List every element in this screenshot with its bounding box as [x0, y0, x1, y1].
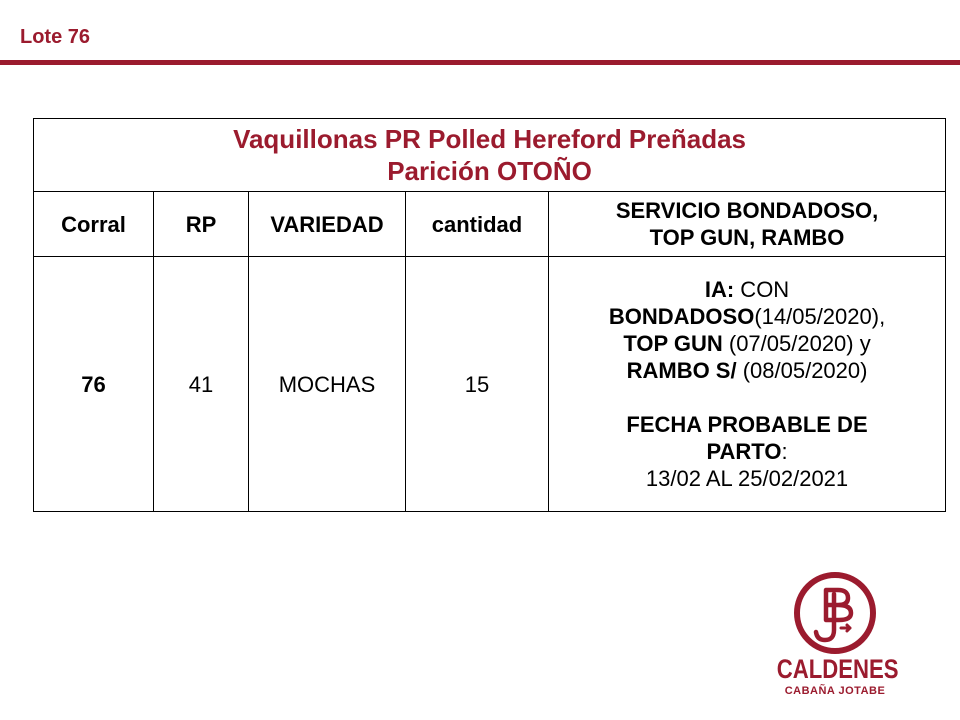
- bull3-date: (08/05/2020): [736, 358, 868, 383]
- lot-table: [33, 118, 946, 512]
- ia-text: CON: [734, 277, 790, 302]
- column-header-variedad: VARIEDAD: [249, 192, 406, 257]
- table-header-row: [34, 192, 946, 257]
- brand-logo: [764, 570, 924, 700]
- header-divider: [0, 60, 960, 65]
- bull1-date: (14/05/2020),: [754, 304, 886, 329]
- bull2-line: [553, 330, 941, 357]
- table-row: [34, 257, 946, 512]
- cell-rp: 41: [154, 257, 249, 512]
- ia-line: [553, 276, 941, 303]
- brand-name: CALDENES: [776, 654, 899, 684]
- fecha-label-line2: [553, 438, 941, 465]
- cell-variedad: MOCHAS: [249, 257, 406, 512]
- column-header-cantidad: cantidad: [406, 192, 549, 257]
- column-header-servicio-line2: TOP GUN, RAMBO: [649, 225, 845, 250]
- cell-servicio: [549, 257, 946, 512]
- cell-corral: 76: [34, 257, 154, 512]
- fecha-label-parto: PARTO: [706, 439, 782, 464]
- column-header-rp: RP: [154, 192, 249, 257]
- bull2-date: (07/05/2020) y: [722, 331, 871, 356]
- jb-monogram-icon: [792, 570, 878, 656]
- bull3-line: [553, 357, 941, 384]
- fecha-colon: :: [781, 439, 788, 464]
- bull2-name: TOP GUN: [623, 331, 723, 356]
- page-title: Lote 76: [20, 26, 91, 48]
- spacer: [553, 384, 941, 411]
- column-header-servicio: [549, 192, 946, 257]
- bull3-name: RAMBO S/: [626, 358, 737, 383]
- table-title-line1: Vaquillonas PR Polled Hereford Preñadas: [233, 124, 746, 154]
- table-title-row: [34, 119, 946, 192]
- bull1-name: BONDADOSO: [608, 304, 755, 329]
- bull1-line: [553, 303, 941, 330]
- fecha-value: 13/02 AL 25/02/2021: [645, 466, 849, 491]
- table-title-line2: Parición OTOÑO: [387, 156, 592, 186]
- column-header-servicio-line1: SERVICIO BONDADOSO,: [615, 198, 879, 223]
- cell-cantidad: 15: [406, 257, 549, 512]
- column-header-corral: Corral: [34, 192, 154, 257]
- ia-label: IA:: [704, 277, 735, 302]
- table-title: [34, 119, 946, 192]
- fecha-label-line1: FECHA PROBABLE DE: [626, 412, 868, 437]
- brand-subtitle: CABAÑA JOTABE: [784, 685, 886, 697]
